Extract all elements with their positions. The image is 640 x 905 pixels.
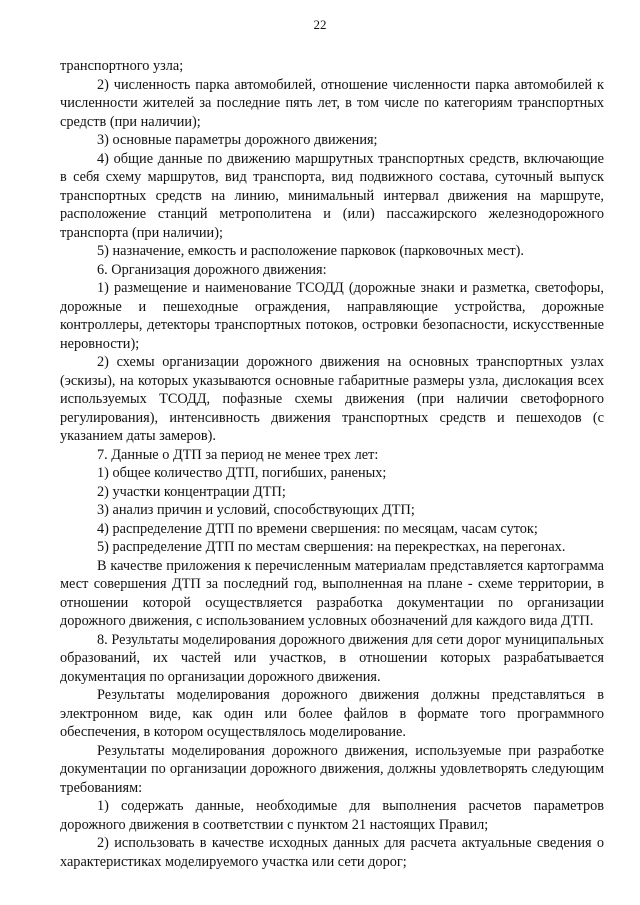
- paragraph: 1) размещение и наименование ТСОДД (дорожные знаки и разметка, светофоры, дорожные и пешеходные ограждения, направляющие устройства, дорожные контроллеры, детекторы транспортных потоков, островки безопасности, искусственные неровности);: [60, 280, 604, 352]
- paragraph: 2) численность парка автомобилей, отношение численности парка автомобилей к численности жителей за последние пять лет, в том числе по категориям транспортных средств (при наличии);: [60, 76, 604, 130]
- paragraph: 5) распределение ДТП по местам свершения: на перекрестках, на перегонах.: [97, 539, 566, 555]
- document-body: [60, 57, 604, 871]
- paragraph: 1) содержать данные, необходимые для выполнения расчетов параметров дорожного движения в соответствии с пунктом 21 настоящих Правил;: [60, 798, 604, 833]
- paragraph: 2) схемы организации дорожного движения на основных транспортных узлах (эскизы), на которых указываются основные габаритные размеры узла, дислокация всех используемых ТСОДД, пофазные схемы движения (при наличии светофорного регулирования), интенсивность движения транспортных средств и пешеходов (с указанием даты замеров).: [60, 354, 604, 444]
- page-number: 22: [313, 17, 327, 32]
- section-heading: 8. Результаты моделирования дорожного движения для сети дорог муниципальных образований, их частей или участков, в отношении которых разрабатывается документация по организации дорожного движения.: [60, 631, 604, 685]
- paragraph: 3) анализ причин и условий, способствующих ДТП;: [97, 502, 415, 518]
- paragraph: 4) общие данные по движению маршрутных транспортных средств, включающие в себя схему маршрутов, вид транспорта, вид подвижного состава, суточный выпуск транспортных средств на линию, минимальный интервал движения на маршруте, расположение станций метрополитена и (или) пассажирского железнодорожного транспорта (при наличии);: [60, 150, 604, 241]
- paragraph: 3) основные параметры дорожного движения;: [97, 132, 378, 148]
- paragraph: транспортного узла;: [60, 58, 184, 74]
- paragraph: 2) участки концентрации ДТП;: [97, 483, 286, 500]
- paragraph: 5) назначение, емкость и расположение парковок (парковочных мест).: [97, 243, 524, 259]
- paragraph: Результаты моделирования дорожного движения, используемые при разработке документации по организации дорожного движения, должны удовлетворять следующим требованиям:: [60, 742, 604, 796]
- paragraph: Результаты моделирования дорожного движения должны представляться в электронном виде, как один или более файлов в формате того программного обеспечения, в котором осуществлялось моделирование.: [60, 687, 604, 740]
- section-heading: 6. Организация дорожного движения:: [97, 261, 327, 278]
- paragraph: 1) общее количество ДТП, погибших, раненых;: [97, 465, 387, 481]
- paragraph: 2) использовать в качестве исходных данных для расчета актуальные сведения о характеристиках моделируемого участка или сети дорог;: [60, 835, 604, 870]
- paragraph: В качестве приложения к перечисленным материалам представляется картограмма мест совершения ДТП за последний год, выполненная на плане - схеме территории, в отношении которой осуществляется разработка документации по организации дорожного движения, с использованием условных обозначений для каждого вида ДТП.: [60, 557, 604, 629]
- section-heading: 7. Данные о ДТП за период не менее трех лет:: [97, 446, 379, 463]
- paragraph: 4) распределение ДТП по времени свершения: по месяцам, часам суток;: [97, 520, 538, 537]
